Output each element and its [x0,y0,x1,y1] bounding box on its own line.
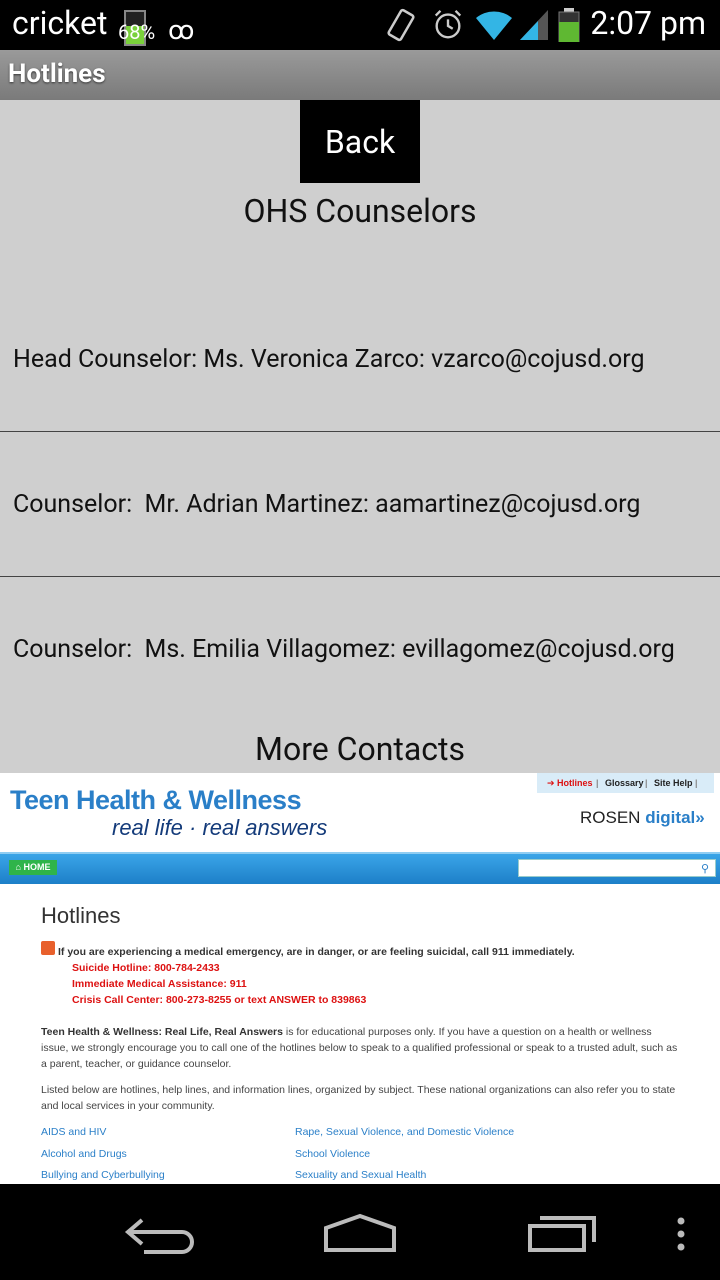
topic-link[interactable]: Alcohol and Drugs [41,1148,127,1160]
site-nav-bar [0,852,720,884]
site-logo-title[interactable]: Teen Health & Wellness [10,785,302,815]
overflow-menu-icon[interactable] [674,1216,688,1252]
more-contacts-heading: More Contacts [255,730,465,768]
site-logo-tagline: real life · real answers [112,815,328,840]
back-button[interactable]: Back [300,100,420,183]
counselor-row[interactable] [0,577,720,721]
vibrate-icon [384,8,418,42]
alarm-icon [430,8,466,42]
intro-paragraph [41,1024,681,1072]
clock: 2:07 pm [590,4,706,42]
home-nav-icon[interactable] [322,1212,398,1254]
battery-small-icon [118,6,156,44]
search-input[interactable] [518,859,716,877]
top-link-glossary[interactable]: Glossary [605,778,644,788]
main-content[interactable] [0,100,720,773]
home-button[interactable]: ⌂ HOME [9,860,57,875]
hotline-number: Crisis Call Center: 800-273-8255 or text ANSWER to 839863 [72,994,367,1006]
section-title: OHS Counselors [243,192,477,230]
rosen-suffix: digital [645,808,696,827]
topic-link[interactable]: Rape, Sexual Violence, and Domestic Violence [295,1126,515,1138]
list-intro-paragraph: Listed below are hotlines, help lines, and information lines, organized by subject. These national organizations can also refer you to state and local services in your community. [41,1084,676,1112]
topic-link[interactable]: AIDS and HIV [41,1126,107,1138]
hotline-number: Suicide Hotline: 800-784-2433 [72,962,220,974]
phone-icon [41,941,55,955]
intro-bold: Teen Health & Wellness: Real Life, Real Answers [41,1026,283,1038]
voicemail-icon: ꝏ [168,16,195,46]
system-nav-bar [0,1184,720,1280]
page-title: Hotlines [41,903,121,928]
intro-rest: is for educational purposes only. If you have a question on a health or wellness issue, we strongly encourage you to call one of the hotlines below to speak to a qualified professional or speak to a trusted adult, such as a parent, teacher, or guidance counselor. [41,1026,678,1070]
battery-icon [556,8,582,42]
rosen-prefix: ROSEN [580,808,646,827]
wifi-icon [474,8,514,42]
topic-link[interactable]: Bullying and Cyberbullying [41,1169,165,1181]
carrier-name: cricket [12,4,108,42]
status-bar [0,0,720,50]
counselor-text[interactable]: Head Counselor: Ms. Veronica Zarco: vzarco@cojusd.org [13,345,645,374]
counselor-text[interactable]: Counselor: Ms. Emilia Villagomez: evillagomez@cojusd.org [13,635,675,664]
signal-icon [518,8,550,42]
top-links: ➔ Hotlines | Glossary | Site Help | [537,773,714,793]
screen-title: Hotlines [8,59,106,89]
search-icon[interactable]: ⚲ [700,863,709,875]
counselor-text[interactable]: Counselor: Mr. Adrian Martinez: aamartinez@cojusd.org [13,490,641,519]
rosen-digital-logo: ROSEN digital» [580,808,705,827]
battery-small-percent: 68% [118,20,156,44]
hotline-number: Immediate Medical Assistance: 911 [72,978,247,990]
counselor-row[interactable] [0,432,720,577]
recent-apps-icon[interactable] [526,1214,598,1254]
topic-link[interactable]: School Violence [295,1148,371,1160]
top-link-hotlines[interactable]: Hotlines [557,778,593,788]
top-link-site-help[interactable]: Site Help [654,778,693,788]
hotlines-webview[interactable] [0,773,720,1184]
back-nav-icon[interactable] [124,1214,196,1254]
counselor-row[interactable] [0,287,720,432]
topic-link[interactable]: Sexuality and Sexual Health [295,1169,427,1181]
title-bar [0,50,720,100]
emergency-notice: If you are experiencing a medical emergency, are in danger, or are feeling suicidal, call 911 immediately. [58,946,575,958]
